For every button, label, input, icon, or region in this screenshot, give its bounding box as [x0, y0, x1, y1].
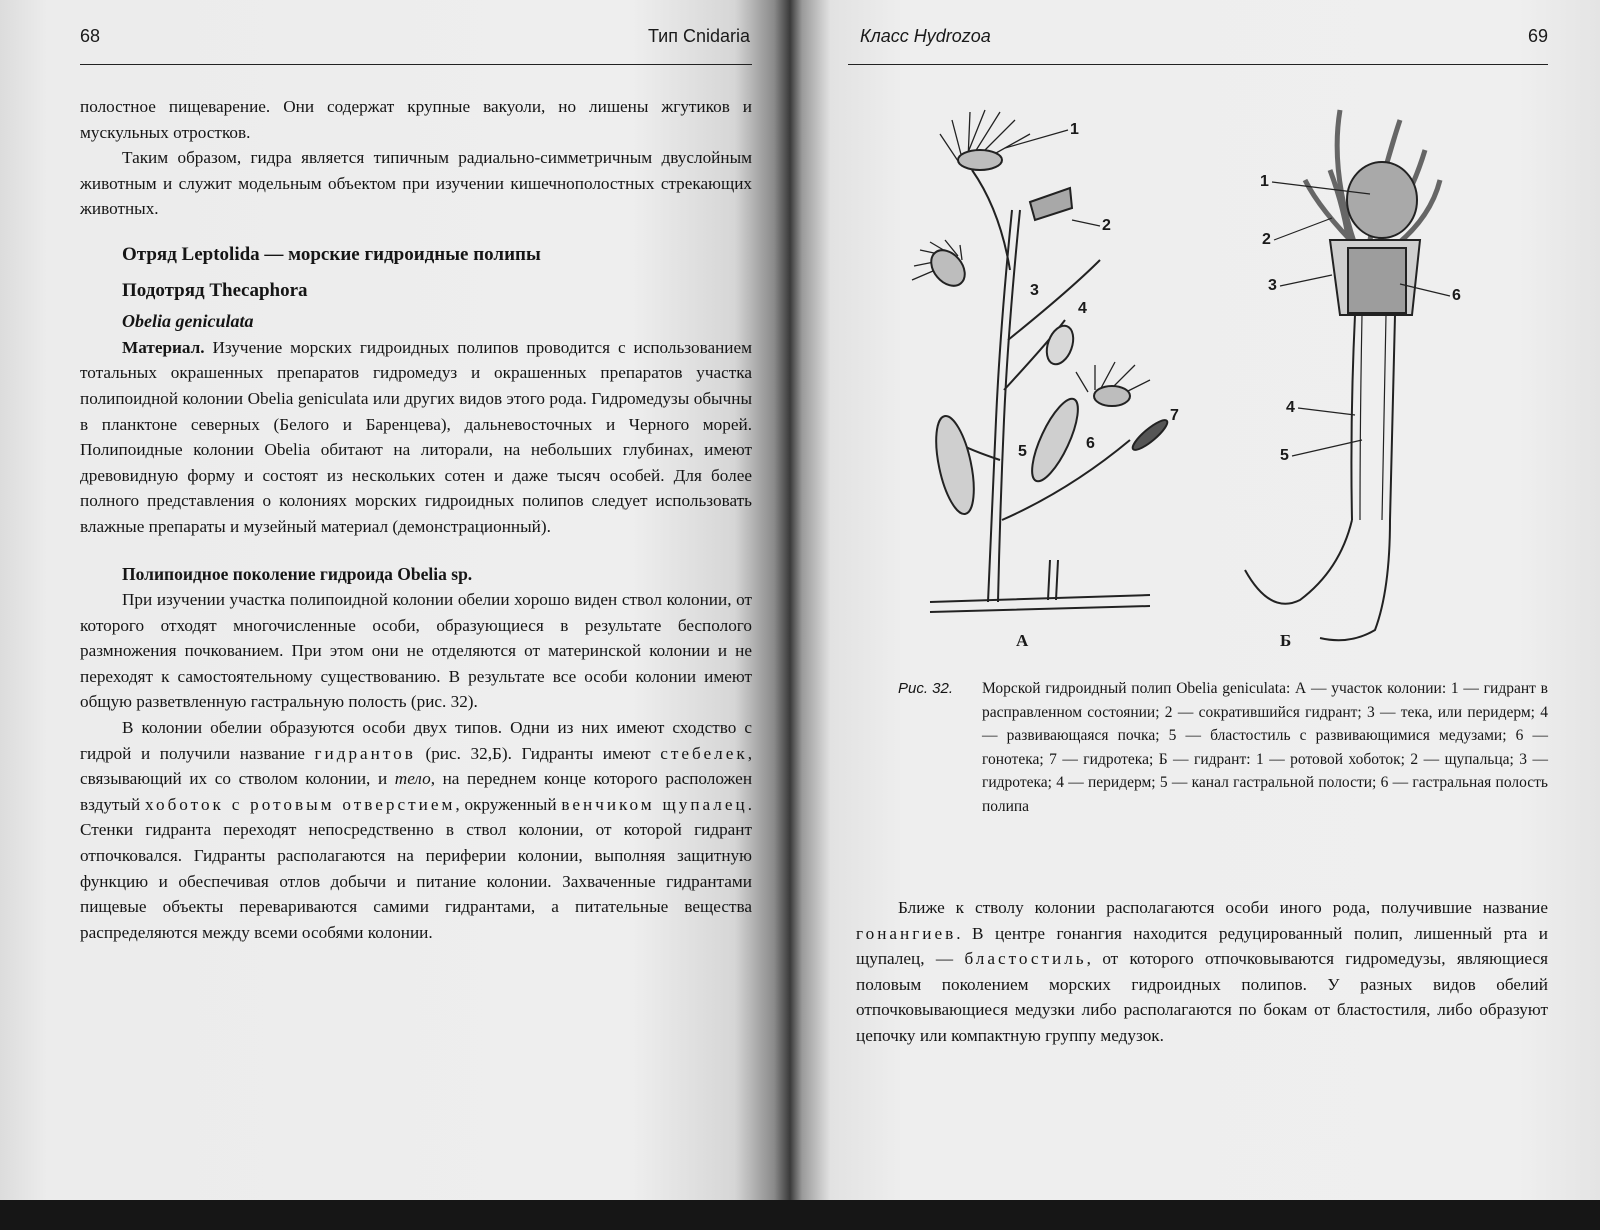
term-italic: тело [394, 769, 431, 789]
right-header-rule [848, 64, 1548, 65]
figure-label: 5 [1018, 443, 1027, 460]
figure-32 [900, 90, 1540, 670]
paragraph: При изучении участка полипоидной колонии обелии хорошо виден ствол колонии, от которого отходят многочисленные особи, образующиеся в результате бесполого размножения почкованием. При этом они не отделяются от материнской колонии и не переходят к самостоятельному существованию. В результате все особи колонии имеют общую разветвленную гастральную полость (рис. 32). [80, 590, 752, 712]
figure-label: 5 [1280, 447, 1289, 464]
term: гидрантов [314, 743, 416, 763]
text-run: , на переднем конце которого расположен вздутый [80, 769, 753, 814]
left-page-number: 68 [80, 26, 101, 46]
section-heading: Полипоидное поколение гидроида Obelia sp. [122, 563, 473, 584]
figure-label: 3 [1268, 277, 1277, 294]
text-run: В колонии обелии образуются особи двух типов. Одни из них имеют сходство с гидрой и получили название [80, 718, 752, 763]
panel-b-label: Б [1280, 631, 1292, 650]
figure-label: 2 [1102, 217, 1111, 234]
figure-caption [898, 677, 1548, 818]
panel-a-label: А [1016, 631, 1029, 650]
text-run: Ближе к стволу колонии располагаются особи иного рода, получившие название [898, 898, 1548, 917]
figure-label: 6 [1086, 435, 1095, 452]
species-heading: Obelia geniculata [122, 311, 254, 332]
figure-label: 4 [1078, 300, 1087, 317]
term: бластостиль [964, 949, 1087, 969]
scan-bottom-edge [0, 1200, 1600, 1230]
caption-text: Морской гидроидный полип Obelia geniculata: А — участок колонии: 1 — гидрант в расправленном состоянии; 2 — сократившийся гидрант; 3 — тека, или перидерм; 4 — развивающаяся почка; 5 — бластостиль с развивающимися медузами; 6 — гонотека; 7 — гидротека; Б — гидрант: 1 — ротовой хоботок; 2 — щупальца; 3 — гидротека; 4 — перидерм; 5 — канал гастральной полости; 6 — гастральная полость полипа [982, 680, 1548, 815]
left-header-rule [80, 64, 752, 65]
figure-label: 1 [1260, 173, 1269, 190]
text-run: . Стенки гидранта переходят непосредственно в ствол колонии, от которой гидрант отпочковался. Гидранты располагаются на периферии колонии, выполняя защитную функцию и обеспечивая отлов добычи и питание колонии. Захваченные гидрантами пищевые объекты перевариваются самими гидрантами, а питательные вещества распределяются между всеми особями колонии. [80, 794, 753, 942]
right-body-text [856, 895, 1548, 1049]
left-running-head: Тип Cnidaria [647, 26, 750, 46]
order-heading: Отряд Leptolida — морские гидроидные полипы [122, 243, 541, 265]
term: венчиком щупалец [561, 794, 748, 814]
figure-label: 2 [1262, 231, 1271, 248]
caption-number: Рис. 32. [898, 680, 954, 697]
left-body-text [80, 94, 752, 945]
panel-b-illustration [1245, 110, 1440, 640]
suborder-heading: Подотряд Thecaphora [122, 279, 308, 301]
paragraph: Таким образом, гидра является типичным радиально-симметричным двуслойным животным и служит модельным объектом при изучении кишечнополостных стрекающих животных. [80, 148, 752, 219]
figure-label: 1 [1070, 121, 1079, 138]
right-running-head: Класс Hydrozoa [860, 26, 991, 46]
term: хоботок с ротовым отверстием [145, 794, 456, 814]
term: гонангиев [856, 923, 957, 943]
paragraph [856, 895, 1548, 1049]
paragraph [80, 715, 752, 945]
figure-label: 4 [1286, 399, 1295, 416]
material-lead: Материал. [122, 337, 205, 357]
text-run: (рис. 32,Б). Гидранты имеют [425, 743, 651, 763]
text-run: , окруженный [455, 794, 557, 814]
text-run: . В центре гонангия находится редуцированный полип, лишенный рта и щупалец, — [856, 923, 1548, 969]
material-paragraph [80, 335, 752, 540]
right-page-number: 69 [1528, 26, 1549, 46]
text-run: , связывающий их со стволом колонии, и [80, 743, 752, 789]
paragraph: полостное пищеварение. Они содержат крупные вакуоли, но лишены жгутиков и мускульных отростков. [80, 97, 752, 142]
figure-label: 7 [1170, 407, 1179, 424]
figure-label: 3 [1030, 282, 1039, 299]
term: стебелек [660, 743, 748, 763]
figure-label: 6 [1452, 287, 1461, 304]
left-page [0, 0, 790, 1200]
text-run: , от которого отпочковываются гидромедузы, являющиеся половым поколением морских гидроидных полипов. У разных видов обелий отпочковывающиеся медузки либо располагаются по бокам от бластостиля, либо образуют цепочку или компактную группу медузок. [856, 949, 1548, 1045]
material-text: Изучение морских гидроидных полипов проводится с использованием тотальных окрашенных препаратов гидромедуз и окрашенных препаратов участка полипоидной колонии Obelia geniculata или других видов этого рода. Гидромедузы обычны в планктоне северных (Белого и Баренцева), дальневосточных и Черного морей. Полипоидные колонии Obelia обитают на литорали, на небольших глубинах, имеют древовидную форму и состоят из нескольких сотен и даже тысяч особей. Для более полного представления о колониях морских гидроидных полипов следует использовать влажные препараты и музейный материал (демонстрационный). [80, 337, 753, 536]
panel-a-illustration [912, 110, 1171, 612]
